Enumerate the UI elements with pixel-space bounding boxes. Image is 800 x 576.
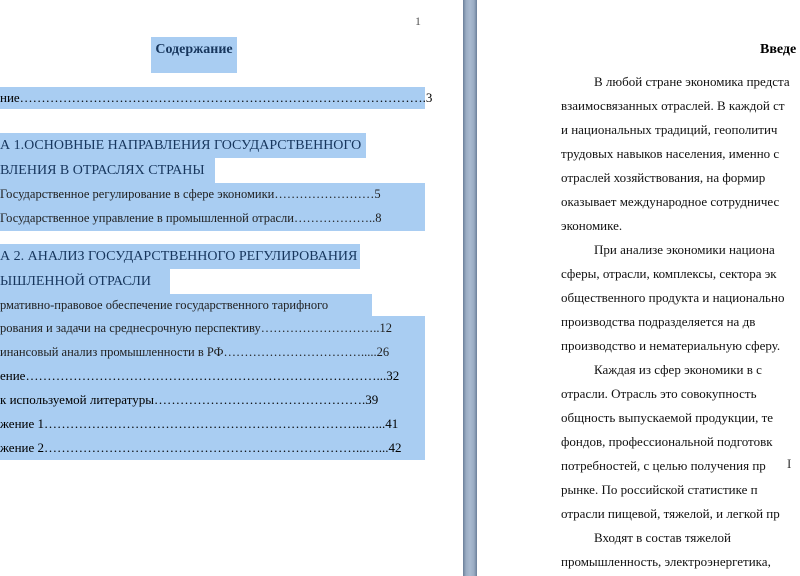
toc-entry-bibliography[interactable]: к используемой литературы………………………………………….39	[0, 388, 425, 412]
toc-entry-intro[interactable]: ние………………………………………………………………………………….3	[0, 87, 425, 109]
text-line: производство и нематериальную сферу.	[561, 338, 781, 353]
text-line: взаимосвязанных отраслей. В каждой ст	[561, 98, 785, 113]
text-line: оказывает международное сотрудничес	[561, 194, 780, 209]
page-number: 1	[415, 14, 421, 28]
toc-entry-2-2[interactable]: инансовый анализ промышленности в РФ…………………………….....26	[0, 340, 425, 364]
text-line: сферы, отрасли, комплексы, сектора эк	[561, 266, 777, 281]
text-line: В любой стране экономика предста	[594, 74, 790, 89]
toc-entry-1-1[interactable]: Государственное регулирование в сфере экономики……………………5	[0, 183, 425, 205]
text-line: При анализе экономики национа	[594, 242, 775, 257]
text-line: отрасли пищевой, тяжелой, и легкой пр	[561, 506, 780, 521]
toc-entry-1-2[interactable]: Государственное управление в промышленной отрасли………………..8	[0, 205, 425, 231]
toc-chapter-2-line-1[interactable]: А 2. АНАЛИЗ ГОСУДАРСТВЕННОГО РЕГУЛИРОВАНИЯ	[0, 244, 360, 269]
text-line: производства подразделяется на дв	[561, 314, 756, 329]
text-line: Входят в состав тяжелой	[594, 530, 731, 545]
text-cursor-icon: I	[787, 456, 792, 471]
toc-entry-2-1-line-1[interactable]: рмативно-правовое обеспечение государственного тарифного	[0, 294, 372, 316]
page-gap	[463, 0, 477, 576]
toc-entry-appendix-2[interactable]: жение 2………………………………………………………………...…...42	[0, 436, 425, 460]
text-line: общность выпускаемой продукции, те	[561, 410, 774, 425]
toc-entry-conclusion[interactable]: ение………………………………………………………………………...32	[0, 364, 425, 388]
toc-entry-2-1-line-2[interactable]: рования и задачи на среднесрочную перспективу………………………..12	[0, 316, 425, 340]
toc-title: Содержание	[155, 42, 233, 57]
text-line: фондов, профессиональной подготовк	[561, 434, 773, 449]
text-line: рынке. По российской статистике п	[561, 482, 758, 497]
toc-chapter-1-line-1[interactable]: А 1.ОСНОВНЫЕ НАПРАВЛЕНИЯ ГОСУДАРСТВЕННОГО	[0, 133, 366, 158]
toc-chapter-2-line-2[interactable]: ЫШЛЕННОЙ ОТРАСЛИ	[0, 269, 170, 294]
toc-entry-appendix-1[interactable]: жение 1………………………………………………………………..…...41	[0, 412, 425, 436]
title-selection	[151, 37, 237, 73]
document-page-right[interactable]	[477, 0, 800, 576]
toc-chapter-1-line-2[interactable]: ВЛЕНИЯ В ОТРАСЛЯХ СТРАНЫ	[0, 158, 215, 183]
text-line: отраслей хозяйствования, на формир	[561, 170, 766, 185]
text-line: отрасли. Отрасль это совокупность	[561, 386, 757, 401]
text-line: и национальных традиций, геополитич	[561, 122, 778, 137]
text-line: общественного продукта и национально	[561, 290, 785, 305]
text-line: промышленность, электроэнергетика,	[561, 554, 771, 569]
text-line: Каждая из сфер экономики в с	[594, 362, 762, 377]
section-title: Введе	[760, 42, 797, 57]
text-line: потребностей, с целью получения пр	[561, 458, 766, 473]
text-line: экономике.	[561, 218, 623, 233]
text-line: трудовых навыков населения, именно с	[561, 146, 780, 161]
